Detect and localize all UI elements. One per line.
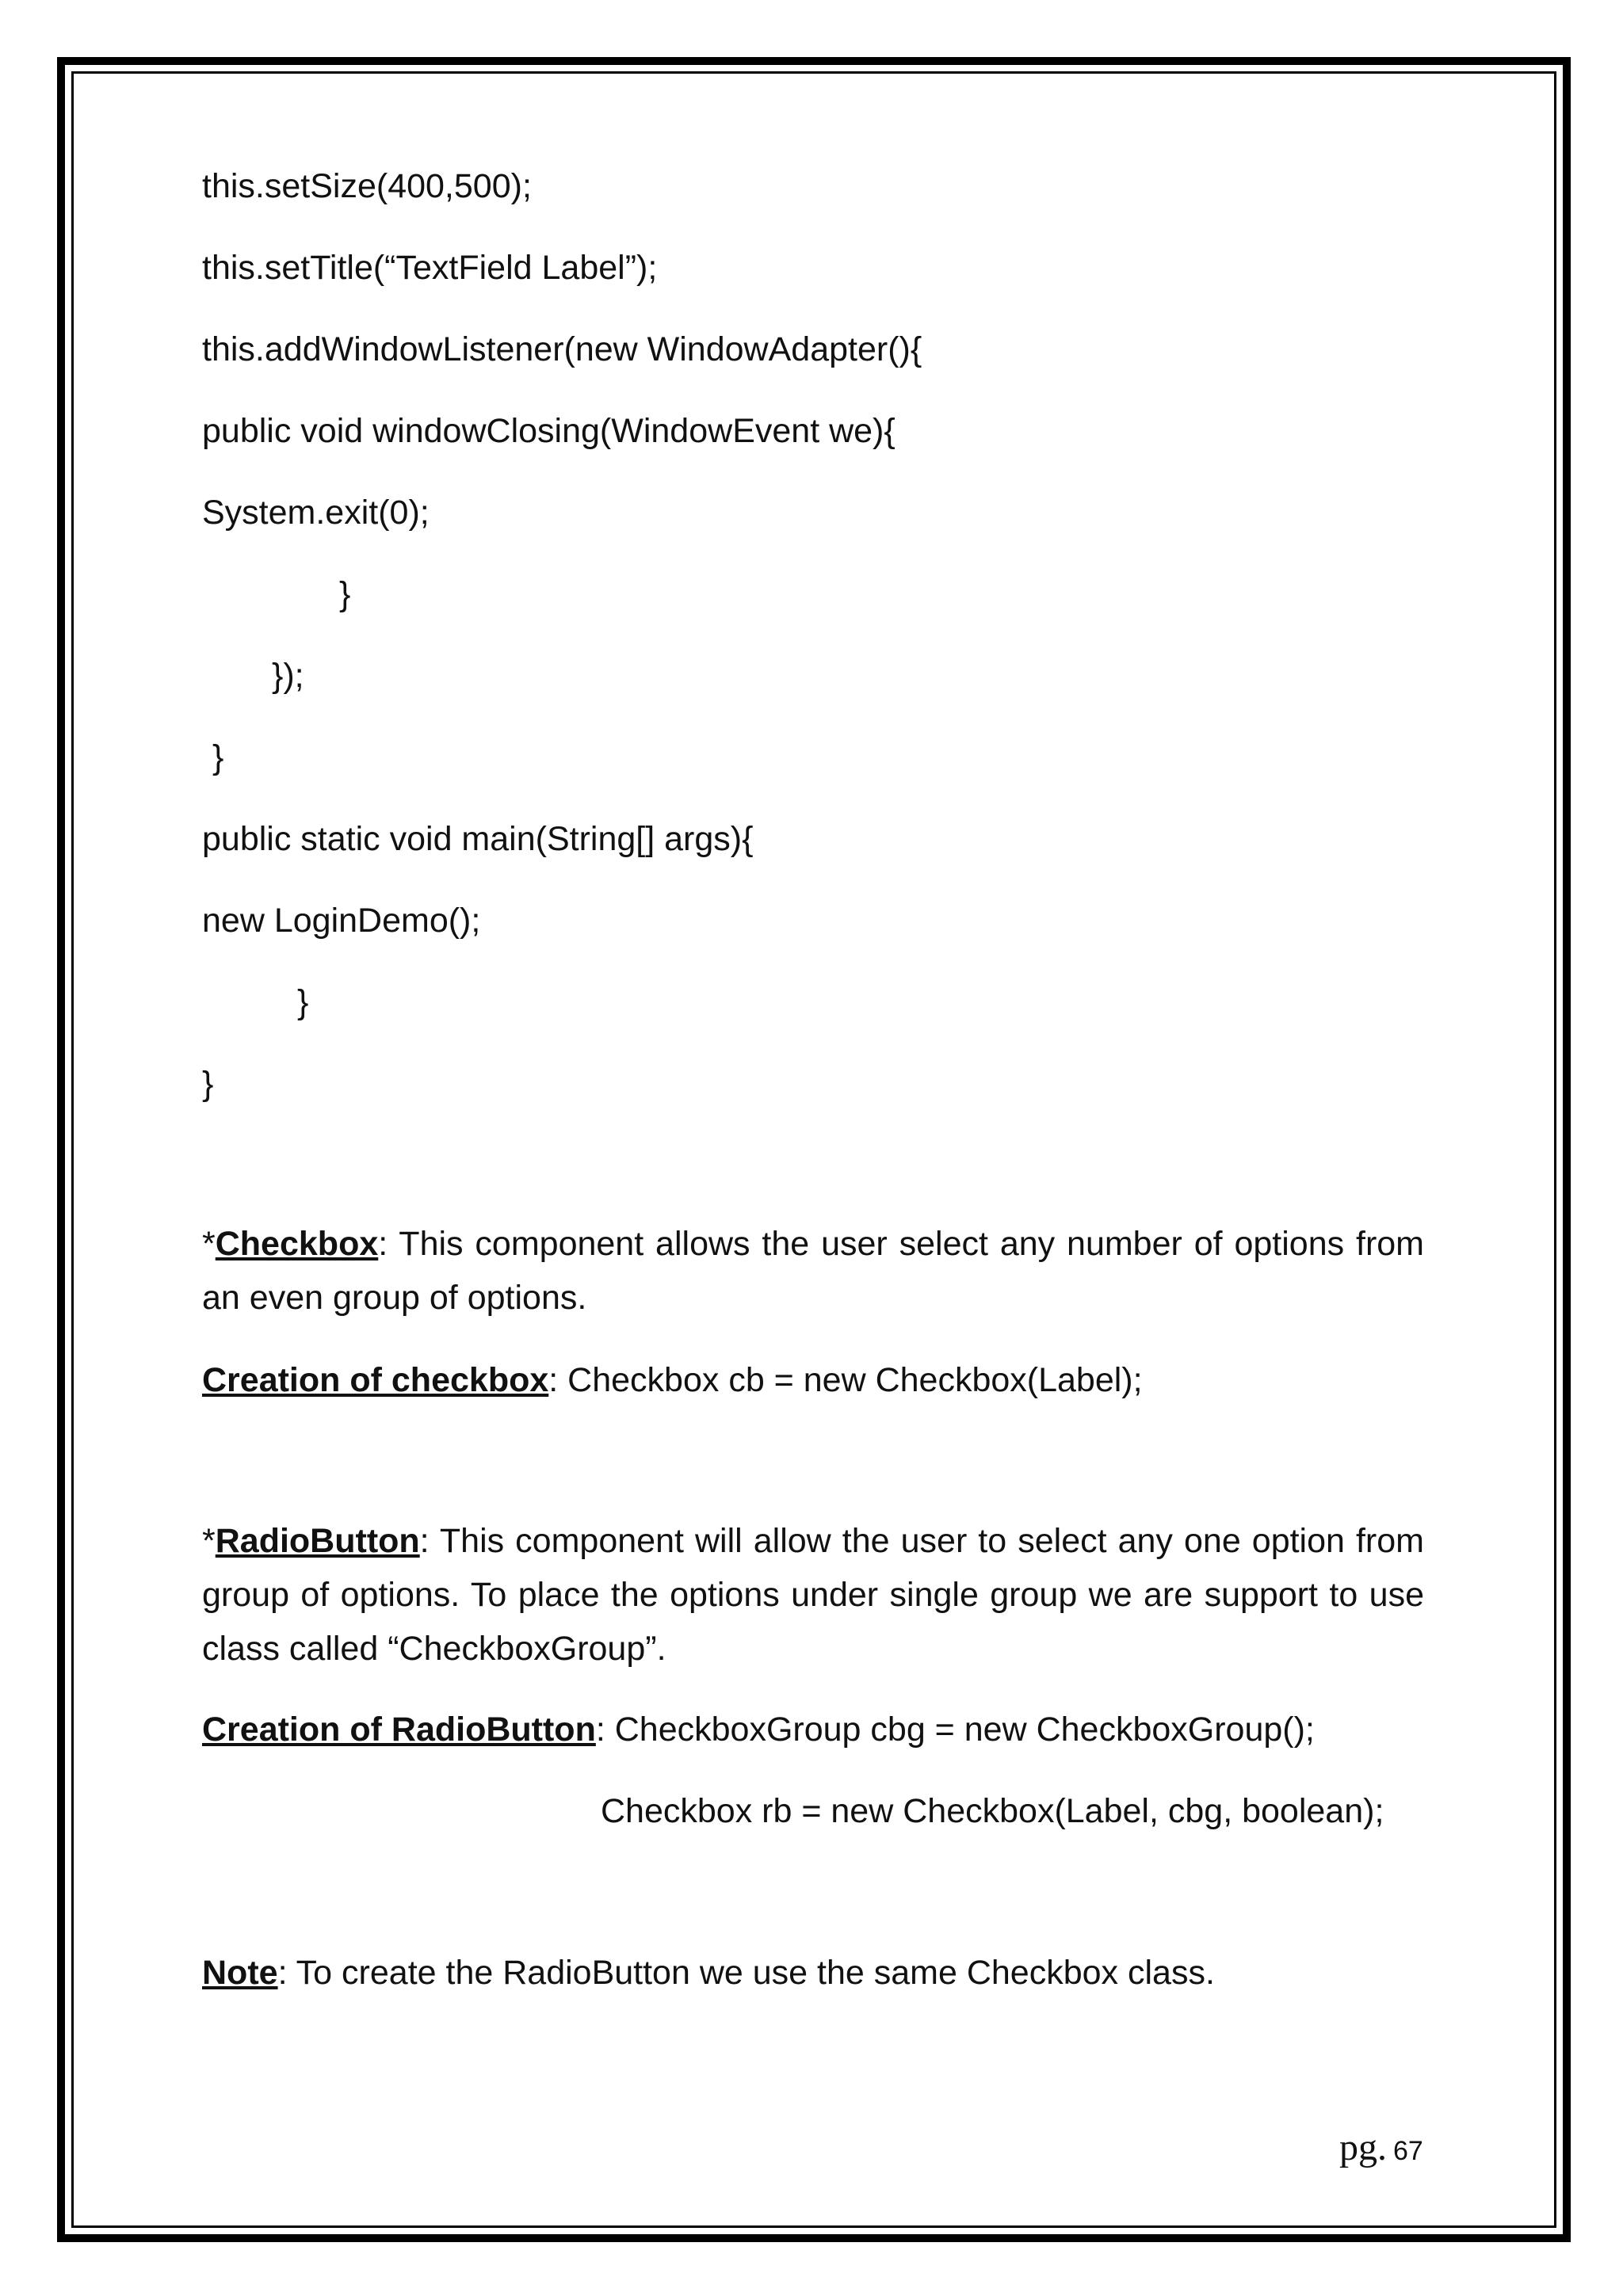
page-label: pg. <box>1339 2126 1387 2168</box>
radio-text: : This component will allow the user to select any one option from group of options. To place the options under single group we are support to use class called “CheckboxGroup”. <box>202 1522 1424 1668</box>
radio-term: RadioButton <box>215 1522 420 1560</box>
radio-creation-code: : CheckboxGroup cbg = new CheckboxGroup(); <box>595 1711 1315 1749</box>
checkbox-text: : This component allows the user select any number of options from an even group of options. <box>202 1225 1424 1317</box>
note <box>202 1952 1215 1993</box>
code-line-set-title: this.setTitle(“TextField Label”); <box>202 249 658 287</box>
checkbox-creation <box>202 1360 1143 1401</box>
code-line-close-listener: }); <box>272 657 304 695</box>
code-line-close-brace-method: } <box>339 575 351 613</box>
code-line-main-signature: public static void main(String[] args){ <box>202 820 754 858</box>
checkbox-creation-code: : Checkbox cb = new Checkbox(Label); <box>548 1361 1143 1399</box>
code-line-close-class: } <box>202 1065 214 1103</box>
note-text: : To create the RadioButton we use the same Checkbox class. <box>277 1954 1215 1992</box>
code-line-window-closing: public void windowClosing(WindowEvent we){ <box>202 412 896 450</box>
code-line-add-window-listener: this.addWindowListener(new WindowAdapter(){ <box>202 330 922 368</box>
code-line-new-login-demo: new LoginDemo(); <box>202 902 481 940</box>
radio-prefix: * <box>202 1522 216 1560</box>
checkbox-term: Checkbox <box>215 1225 379 1263</box>
checkbox-creation-term: Creation of checkbox <box>202 1361 549 1399</box>
radio-description <box>202 1514 1424 1676</box>
note-term: Note <box>202 1954 278 1992</box>
radio-creation <box>202 1709 1315 1750</box>
radio-creation-term: Creation of RadioButton <box>202 1711 596 1749</box>
page-footer <box>1339 2126 1423 2169</box>
page-border-inner <box>71 71 1556 2228</box>
code-line-close-main: } <box>297 983 309 1021</box>
code-line-close-constructor: } <box>212 738 224 776</box>
radio-creation-code-line-2: Checkbox rb = new Checkbox(Label, cbg, boolean); <box>601 1792 1384 1830</box>
code-line-set-size: this.setSize(400,500); <box>202 167 532 205</box>
code-line-system-exit: System.exit(0); <box>202 494 430 532</box>
page-number: 67 <box>1393 2136 1423 2166</box>
checkbox-description <box>202 1217 1424 1325</box>
checkbox-prefix: * <box>202 1225 216 1263</box>
